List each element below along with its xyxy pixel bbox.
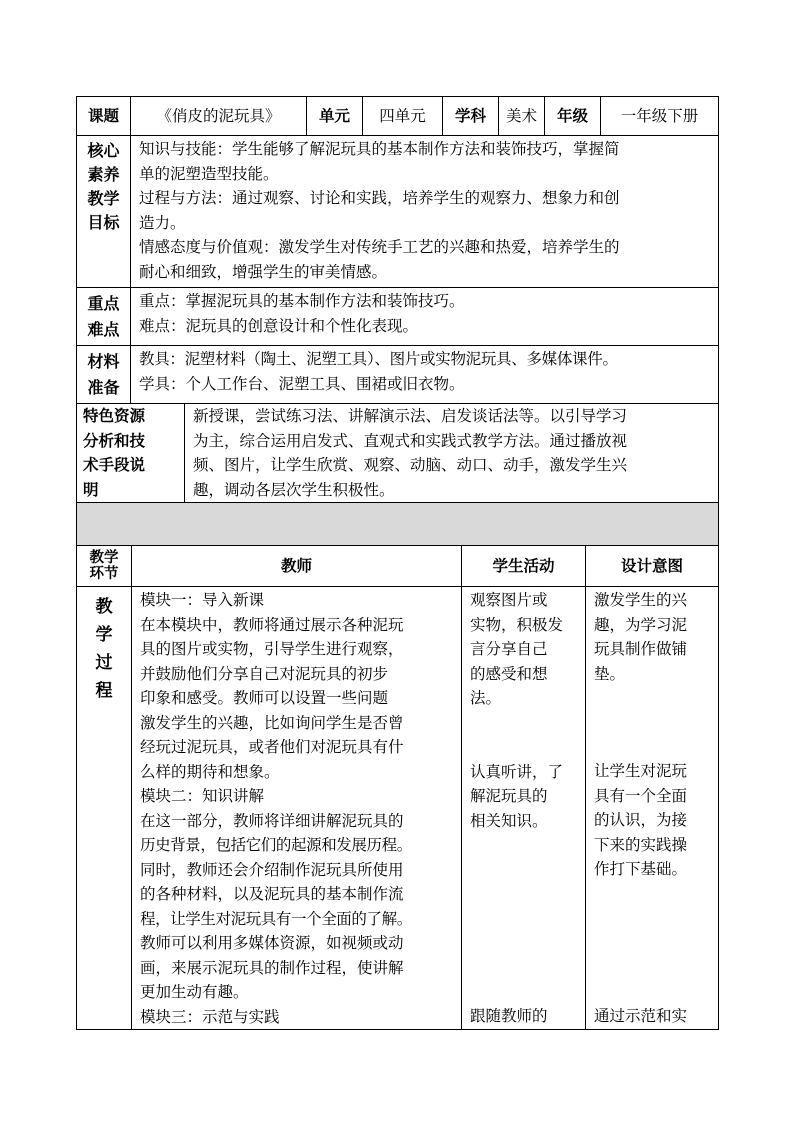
materials-text: 教具：泥塑材料（陶土、泥塑工具）、图片或实物泥玩具、多媒体课件。 学具：个人工作台、泥塑工具、围裙或旧衣物。 (131, 346, 719, 404)
keypoints-text: 重点：掌握泥玩具的基本制作方法和装饰技巧。 难点：泥玩具的创意设计和个性化表现。 (131, 288, 719, 346)
goals-line: 造力。 (139, 213, 186, 232)
intent-block-1: 激发学生的兴 趣，为学习泥 玩具制作做铺 垫。 (594, 591, 688, 683)
grade-value: 一年级下册 (601, 97, 719, 136)
unit-label: 单元 (307, 97, 363, 136)
gray-separator (77, 503, 719, 546)
process-row (77, 587, 719, 1030)
student-header: 学生活动 (462, 546, 586, 587)
features-label: 特色资源 分析和技 术手段说 明 (77, 404, 185, 503)
materials-row (77, 346, 719, 404)
lesson-plan-page (76, 96, 718, 1030)
goals-line: 单的泥塑造型技能。 (139, 164, 279, 183)
student-block-1: 观察图片或 实物，积极发 言分享自己 的感受和想 法。 (470, 591, 564, 707)
goals-line: 耐心和细致，增强学生的审美情感。 (139, 262, 388, 281)
goals-label: 核心 素养 教学 目标 (77, 136, 131, 288)
materials-label: 材料 准备 (77, 346, 131, 404)
process-label: 教 学 过 程 (77, 587, 132, 1030)
goals-text (131, 136, 719, 288)
intent-block-3: 通过示范和实 (594, 1006, 688, 1025)
keypoints-label: 重点 难点 (77, 288, 131, 346)
header-row (77, 97, 719, 136)
process-header-row (77, 546, 719, 587)
teacher-header: 教师 (132, 546, 462, 587)
intent-header: 设计意图 (586, 546, 719, 587)
gray-separator-row (77, 503, 719, 546)
subject-value: 美术 (499, 97, 545, 136)
teacher-activities: 模块一：导入新课 在本模块中，教师将通过展示各种泥玩 具的图片或实物，引导学生进行观察， 并鼓励他们分享自己对泥玩具的初步 印象和感受。教师可以设置一些问题 激发学生的兴趣，比如询问学生是否曾 经玩过泥玩具，或者他们对泥玩具有什 么样的期待和想象。 模块二：知识讲解 在这一部分，教师将详细讲解泥玩具的 历史背景，包括它们的起源和发展历程。 同时，教师还会介绍制作泥玩具所使用 的各种材料，以及泥玩具的基本制作流 程，让学生对泥玩具有一个全面的了解。 教师可以利用多媒体资源，如视频或动 画，来展示泥玩具的制作过程，使讲解 更加生动有趣。 模块三：示范与实践 (132, 587, 462, 1030)
unit-value: 四单元 (363, 97, 443, 136)
subject-label: 学科 (443, 97, 499, 136)
goals-row (77, 136, 719, 288)
student-block-3: 跟随教师的 (470, 1007, 548, 1025)
goals-line: 过程与方法：通过观察、讨论和实践，培养学生的观察力、想象力和创 (139, 189, 620, 207)
topic-label: 课题 (77, 97, 131, 136)
features-table (76, 403, 719, 546)
student-block-2: 认真听讲，了 解泥玩具的 相关知识。 (470, 762, 564, 830)
features-row (77, 404, 719, 503)
goals-line: 情感态度与价值观：激发学生对传统手工艺的兴趣和热爱，培养学生的 (139, 238, 620, 256)
stage-header: 教学 环节 (77, 546, 132, 587)
intent-block-2: 让学生对泥玩 具有一个全面 的认识，为接 下来的实践操 作打下基础。 (594, 762, 688, 878)
process-table (76, 545, 719, 1030)
keypoints-row (77, 288, 719, 346)
topic-value: 《俏皮的泥玩具》 (131, 97, 307, 136)
design-intent (586, 587, 719, 1030)
lesson-plan-table (76, 96, 719, 404)
features-text: 新授课，尝试练习法、讲解演示法、启发谈话法等。以引导学习 为主，综合运用启发式、直观式和实践式教学方法。通过播放视 频、图片，让学生欣赏、观察、动脑、动口、动手，激发学生兴 趣，调动各层次学生积极性。 (185, 404, 719, 503)
goals-line: 知识与技能：学生能够了解泥玩具的基本制作方法和装饰技巧，掌握简 (139, 140, 620, 158)
grade-label: 年级 (545, 97, 601, 136)
student-activities (462, 587, 586, 1030)
